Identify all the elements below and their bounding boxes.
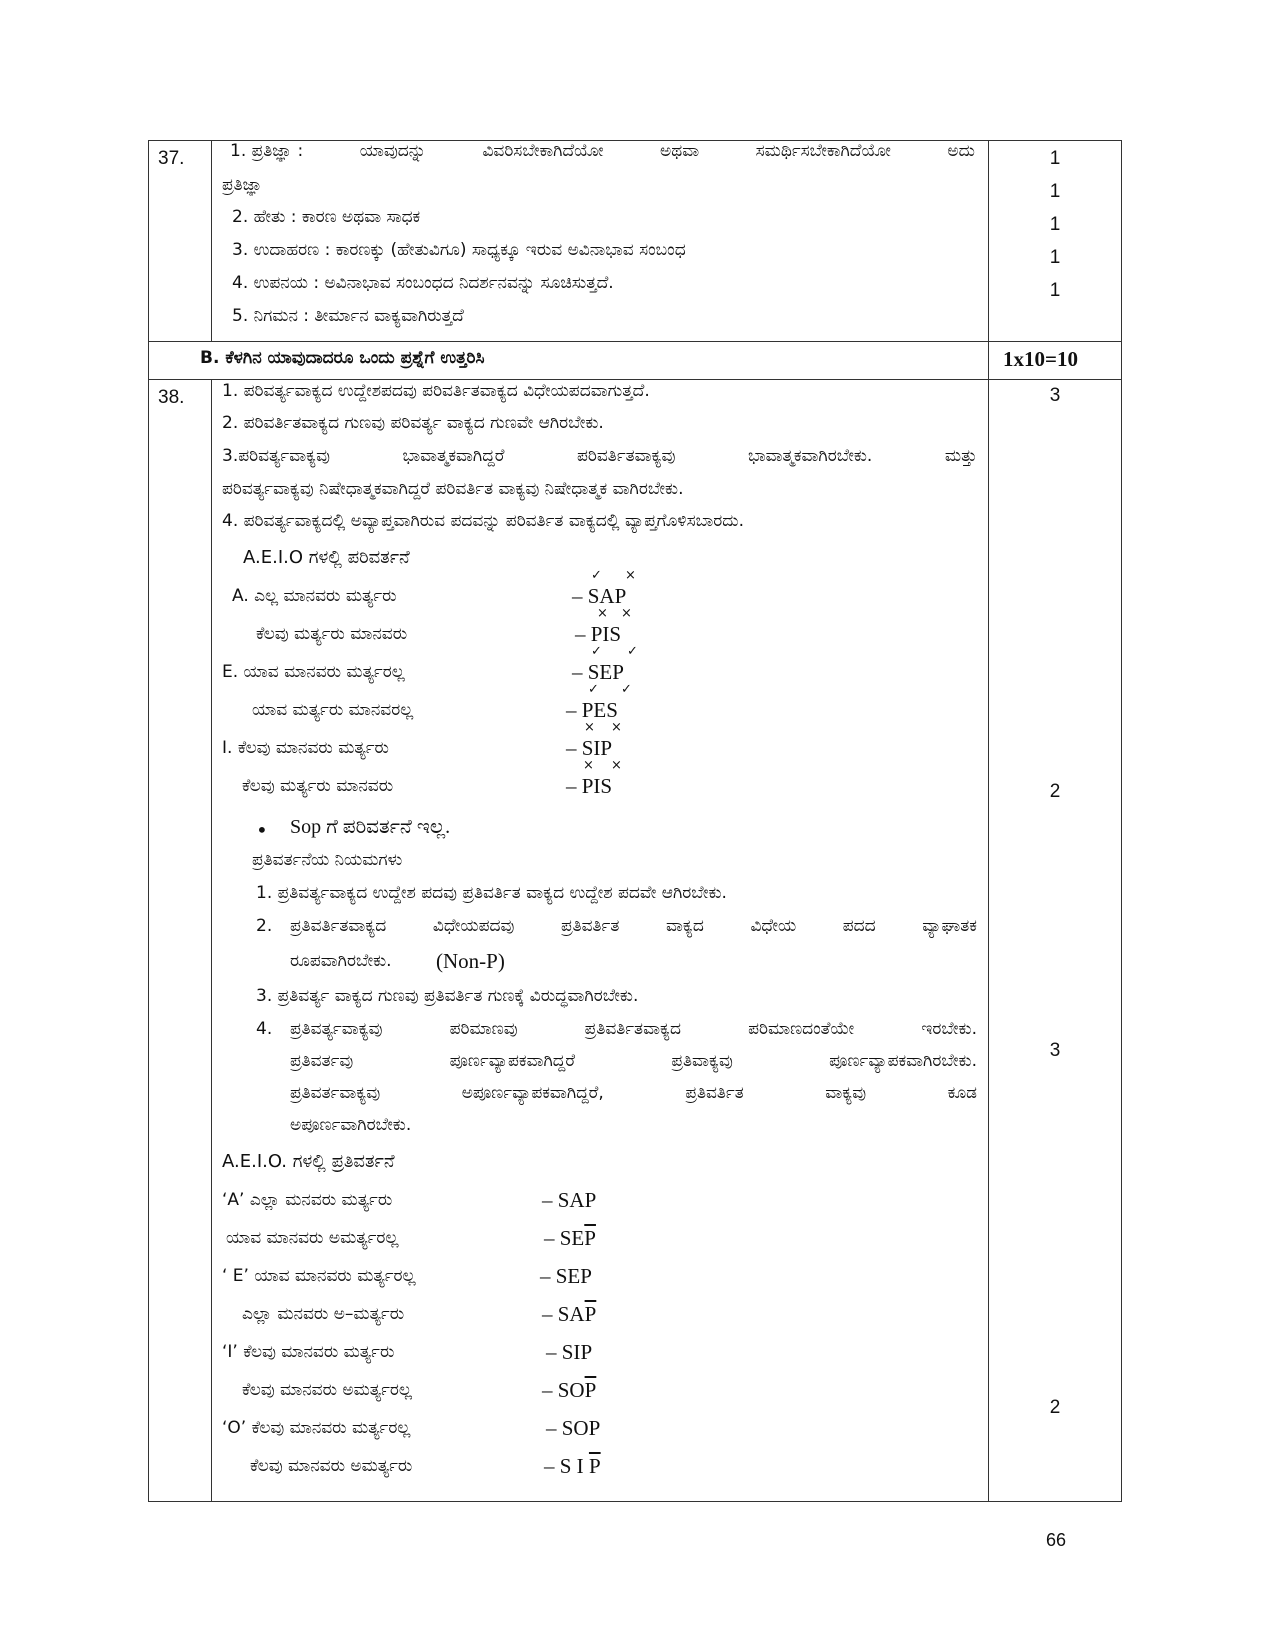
- distributed-mark-icon: ✓: [591, 568, 602, 583]
- conversion-example: ಕೆಲವು ಮರ್ತ್ಯರು ಮಾನವರು: [242, 776, 394, 796]
- mark-value: 1: [1049, 214, 1061, 235]
- obversion-example: ಕೆಲವು ಮಾನವರು ಅಮರ್ತ್ಯರಲ್ಲ: [242, 1380, 412, 1400]
- conversion-heading: A.E.I.O ಗಳಲ್ಲಿ ಪರಿವರ್ತನೆ: [243, 547, 410, 568]
- obversion-example: ಕೆಲವು ಮಾನವರು ಅಮರ್ತ್ಯರು: [250, 1456, 413, 1476]
- mark-value: 2: [1049, 781, 1061, 802]
- q37-line-3: 3. ಉದಾಹರಣ : ಕಾರಣಕ್ಕು (ಹೇತುವಿಗೂ) ಸಾಧ್ಯಕ್ಕೂ ಇರುವ ಅವಿನಾಭಾವ ಸಂಬಂಧ: [232, 240, 686, 260]
- obversion-example: ಎಲ್ಲಾ ಮನವರು ಅ–ಮರ್ತ್ಯರು: [242, 1304, 405, 1324]
- q37-line-2: 2. ಹೇತು : ಕಾರಣ ಅಥವಾ ಸಾಧಕ: [232, 207, 421, 227]
- obversion-rule-4-line: ಪ್ರತಿವರ್ತ್ಯವಾಕ್ಯವು ಪರಿಮಾಣವು ಪ್ರತಿವರ್ತಿತವಾಕ್ಯದ ಪರಿಮಾಣದಂತೆಯೇ ಇರಬೇಕು.: [290, 1019, 977, 1039]
- undistributed-mark-icon: ×: [611, 720, 622, 735]
- distributed-mark-icon: ✓: [627, 644, 638, 659]
- conversion-form: – SIP: [566, 736, 613, 760]
- mark-value: 1: [1049, 247, 1061, 268]
- qno-column-divider: [211, 379, 212, 1501]
- q37-line-1-cont: ಪ್ರತಿಜ್ಞಾ: [222, 175, 263, 195]
- conversion-example: I. ಕೆಲವು ಮಾನವರು ಮರ್ತ್ಯರು: [222, 738, 389, 758]
- q37-line-1: 1. ಪ್ರತಿಜ್ಞಾ : ಯಾವುದನ್ನು ವಿವರಿಸಬೇಕಾಗಿದೆಯೋ ಅಥವಾ ಸಮರ್ಥಿಸಬೇಕಾಗಿದೆಯೋ ಅದು: [230, 141, 975, 161]
- q37-line-4: 4. ಉಪನಯ : ಅವಿನಾಭಾವ ಸಂಬಂಧದ ನಿದರ್ಶನವನ್ನು ಸೂಚಿಸುತ್ತದೆ.: [232, 273, 614, 293]
- obversion-heading: ಪ್ರತಿವರ್ತನೆಯ ನಿಯಮಗಳು: [252, 850, 403, 870]
- obversion-example: ‘ E’ ಯಾವ ಮಾನವರು ಮರ್ತ್ಯರಲ್ಲ: [222, 1266, 416, 1286]
- obversion-rule-2-num: 2.: [256, 916, 273, 936]
- undistributed-mark-icon: ×: [583, 758, 594, 773]
- mark-value: 1: [1049, 181, 1061, 202]
- obversion-rule-4-line: ಅಪೂರ್ಣವಾಗಿರಬೇಕು.: [290, 1115, 412, 1135]
- question-number: 38.: [158, 387, 185, 408]
- table-left-border: [148, 140, 149, 1501]
- obversion-rule-4-line: ಪ್ರತಿವರ್ತವು ಪೂರ್ಣವ್ಯಾಪಕವಾಗಿದ್ದರೆ ಪ್ರತಿವಾಕ್ಯವು ಪೂರ್ಣವ್ಯಾಪಕವಾಗಿರಬೇಕು.: [290, 1051, 977, 1071]
- obversion-form: – $SA\overline{P}$: [542, 1302, 597, 1326]
- obversion-rule-2-nonp: (Non-P): [436, 949, 505, 973]
- marks-column-divider: [988, 140, 989, 1501]
- conversion-example: ಕೆಲವು ಮರ್ತ್ಯರು ಮಾನವರು: [256, 624, 408, 644]
- obversion-form: – S I $\overline{P}$: [544, 1454, 601, 1478]
- undistributed-mark-icon: ×: [584, 720, 595, 735]
- obversion-form: – $SE\overline{P}$: [544, 1226, 596, 1250]
- obversion-form: – SAP: [542, 1188, 597, 1212]
- obversion-rule-4-num: 4.: [256, 1019, 273, 1039]
- obversion-example: ‘O’ ಕೆಲವು ಮಾನವರು ಮರ್ತ್ಯರಲ್ಲ: [222, 1418, 411, 1438]
- obversion-form: – $SO\overline{P}$: [542, 1378, 597, 1402]
- obversion-rule-2-cont: ರೂಪವಾಗಿರಬೇಕು.: [290, 951, 392, 971]
- conversion-form: – SEP: [572, 660, 624, 684]
- mark-value: 3: [1049, 1040, 1061, 1061]
- obversion-example: ‘I’ ಕೆಲವು ಮಾನವರು ಮರ್ತ್ಯರು: [222, 1342, 395, 1362]
- table-right-border: [1121, 140, 1122, 1501]
- obversion-rule-3: 3. ಪ್ರತಿವರ್ತ್ಯ ವಾಕ್ಯದ ಗುಣವು ಪ್ರತಿವರ್ತಿತ ಗುಣಕ್ಕೆ ವಿರುದ್ಧವಾಗಿರಬೇಕು.: [256, 986, 639, 1006]
- obversion-rule-4-line: ಪ್ರತಿವರ್ತವಾಕ್ಯವು ಅಪೂರ್ಣವ್ಯಾಪಕವಾಗಿದ್ದರೆ, ಪ್ರತಿವರ್ತಿತ ವಾಕ್ಯವು ಕೂಡ: [290, 1083, 977, 1103]
- obversion-example: ಯಾವ ಮಾನವರು ಅಮರ್ತ್ಯರಲ್ಲ: [226, 1228, 399, 1248]
- conversion-rule-2: 2. ಪರಿವರ್ತಿತವಾಕ್ಯದ ಗುಣವು ಪರಿವರ್ತ್ಯ ವಾಕ್ಯದ ಗುಣವೇ ಆಗಿರಬೇಕು.: [222, 413, 604, 433]
- mark-value: 3: [1049, 385, 1061, 406]
- conversion-rule-3: 3.ಪರಿವರ್ತ್ಯವಾಕ್ಯವು ಭಾವಾತ್ಮಕವಾಗಿದ್ದರೆ ಪರಿವರ್ತಿತವಾಕ್ಯವು ಭಾವಾತ್ಮಕವಾಗಿರಬೇಕು. ಮತ್ತು: [222, 446, 977, 466]
- question-number: 37.: [158, 148, 185, 169]
- distributed-mark-icon: ✓: [588, 682, 599, 697]
- distributed-mark-icon: ✓: [591, 644, 602, 659]
- obversion-example: ‘A’ ಎಲ್ಲಾ ಮನವರು ಮರ್ತ್ಯರು: [222, 1190, 393, 1210]
- conversion-form: – SAP: [572, 584, 627, 608]
- qno-column-divider: [211, 140, 212, 341]
- conversion-rule-3-cont: ಪರಿವರ್ತ್ಯವಾಕ್ಯವು ನಿಷೇಧಾತ್ಮಕವಾಗಿದ್ದರೆ ಪರಿವರ್ತಿತ ವಾಕ್ಯವು ನಿಷೇಧಾತ್ಮಕ ವಾಗಿರಬೇಕು.: [222, 479, 684, 499]
- mark-value: 1: [1049, 280, 1061, 301]
- obversion-form: – SEP: [540, 1264, 592, 1288]
- distributed-mark-icon: ✓: [621, 682, 632, 697]
- mark-value: 1: [1049, 148, 1061, 169]
- conversion-rule-1: 1. ಪರಿವರ್ತ್ಯವಾಕ್ಯದ ಉದ್ದೇಶಪದವು ಪರಿವರ್ತಿತವಾಕ್ಯದ ವಿಧೇಯಪದವಾಗುತ್ತದೆ.: [222, 381, 650, 401]
- obversion-form: – SOP: [546, 1416, 601, 1440]
- conversion-form: – PES: [566, 698, 618, 722]
- undistributed-mark-icon: ×: [597, 606, 608, 621]
- obversion-rule-2: ಪ್ರತಿವರ್ತಿತವಾಕ್ಯದ ವಿಧೇಯಪದವು ಪ್ರತಿವರ್ತಿತ ವಾಕ್ಯದ ವಿಧೇಯ ಪದದ ವ್ಯಾಘಾತಕ: [290, 916, 977, 936]
- conversion-example: ಯಾವ ಮರ್ತ್ಯರು ಮಾನವರಲ್ಲ: [252, 700, 414, 720]
- conversion-example: E. ಯಾವ ಮಾನವರು ಮರ್ತ್ಯರಲ್ಲ: [222, 662, 405, 682]
- undistributed-mark-icon: ×: [621, 606, 632, 621]
- conversion-example: A. ಎಲ್ಲ ಮಾನವರು ಮರ್ತ್ಯರು: [232, 586, 397, 606]
- table-bottom-border: [148, 1501, 1122, 1502]
- mark-value: 2: [1049, 1397, 1061, 1418]
- bullet-icon: •: [256, 818, 268, 842]
- undistributed-mark-icon: ×: [611, 758, 622, 773]
- undistributed-mark-icon: ×: [625, 568, 636, 583]
- row-divider: [148, 379, 1122, 380]
- conversion-rule-4: 4. ಪರಿವರ್ತ್ಯವಾಕ್ಯದಲ್ಲಿ ಅವ್ಯಾಪ್ತವಾಗಿರುವ ಪದವನ್ನು ಪರಿವರ್ತಿತ ವಾಕ್ಯದಲ್ಲಿ ವ್ಯಾಪ್ತಗೊಳಿಸಬಾರದು.: [222, 511, 744, 531]
- page-number: 66: [1046, 1530, 1067, 1550]
- conversion-form: – PIS: [575, 622, 622, 646]
- obversion-rule-1: 1. ಪ್ರತಿವರ್ತ್ಯವಾಕ್ಯದ ಉದ್ದೇಶ ಪದವು ಪ್ರತಿವರ್ತಿತ ವಾಕ್ಯದ ಉದ್ದೇಶ ಪದವೇ ಆಗಿರಬೇಕು.: [256, 883, 727, 903]
- obversion-examples-heading: A.E.I.O. ಗಳಲ್ಲಿ ಪ್ರತಿವರ್ತನೆ: [222, 1151, 395, 1172]
- section-b-marks: 1x10=10: [1003, 347, 1078, 371]
- section-b-title: B. ಕೆಳಗಿನ ಯಾವುದಾದರೂ ಒಂದು ಪ್ರಶ್ನೆಗೆ ಉತ್ತರಿಸಿ: [200, 348, 485, 368]
- obversion-form: – SIP: [546, 1340, 593, 1364]
- row-divider: [148, 341, 1122, 342]
- q37-line-5: 5. ನಿಗಮನ : ತೀರ್ಮಾನ ವಾಕ್ಯವಾಗಿರುತ್ತದೆ: [232, 306, 464, 326]
- sop-note: Sop ಗೆ ಪರಿವರ್ತನೆ ಇಲ್ಲ.: [290, 816, 451, 838]
- conversion-form: – PIS: [566, 774, 613, 798]
